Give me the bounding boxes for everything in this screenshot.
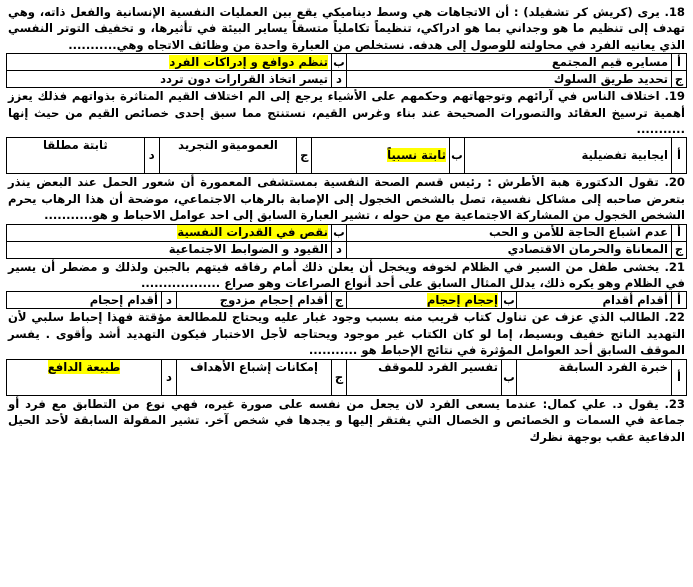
question-21: 21. يخشى طفل من السير في الظلام لخوفه ويخجل أن يعلن ذلك أمام رفاقه فيتهم بالجبن ولذلك و مضطر أن يسير في الظلام وهو يكره ذلك، يدلل المثال السابق على أحد أنواع الصراعات وهو صراع .................. — [8, 259, 685, 291]
option-c: إمكانات إشباع الأهداف — [177, 359, 332, 395]
options-table-19: أ ايجابية تفضيلية ب ثابتة نسبياً ج العموميةو التجريد د ثابتة مطلقا — [6, 137, 687, 174]
option-d: طبيعة الدافع — [7, 359, 162, 395]
option-c: العموميةو التجريد — [159, 138, 297, 174]
options-table-22: أ خبرة الفرد السابقة ب تفسير الفرد للموقف ج إمكانات إشباع الأهداف د طبيعة الدافع — [6, 359, 687, 396]
option-b: نقص في القدرات النفسية — [7, 224, 332, 241]
option-b: إحجام إحجام — [347, 292, 502, 309]
option-b: ثابتة نسبياً — [312, 138, 450, 174]
question-19: 19. اختلاف الناس في آرائهم وتوجهاتهم وحكمهم على الأشياء يرجع إلى الم اختلاف القيم المتاثرة بذواتهم فذلك يعزز أهمية ترسيخ العقائد والتصورات الصحيحة عند بناء وغرس القيم، نستنتج مما سبق إحدى خصائص القيم من حيث إنها ........... — [8, 89, 685, 137]
option-d: القيود و الضوابط الاجتماعية — [7, 241, 332, 258]
option-d: تيسر اتخاذ القرارات دون تردد — [7, 71, 332, 88]
option-d: ثابتة مطلقا — [7, 138, 145, 174]
option-d: أقدام إحجام — [7, 292, 162, 309]
question-20: 20. تقول الدكتورة هبة الأطرش : رئيس قسم الصحة النفسية بمستشفى المعمورة أن شعور الحمل عند البعض ينذر بتعرض صاحبه إلى مشاكل نفسية، تصل بالشخص الخجول إلى الإصابة بالرهاب الاجتماعي، موضحة أن هذا الرهاب يحرم الشخص الخجول من المشاركة الاجتماعية مع من حوله ، تشير العبارة السابق إلى احد عوامل الاحباط و هو........... — [8, 175, 685, 223]
worksheet-page — [6, 4, 687, 445]
question-22: 22. الطالب الذي عزف عن تناول كتاب قريب منه بسبب وجود غبار عليه ويحتاج للمطالعة مؤقتة فهذا إحباط سلبي لأن التهديد الناتج خفيف وبسيط، إما لو كان الكتاب غير موجود ويحتاجه لأجل الاختبار فيكون التهديد أشد وأقوى . يفسر الموقف السابق أحد العوامل المؤثرة في نتائج الإحباط هو ........... — [8, 310, 685, 358]
option-b: تفسير الفرد للموقف — [347, 359, 502, 395]
option-a: مسايره قيم المجتمع — [347, 54, 672, 71]
option-c: تحديد طريق السلوك — [347, 71, 672, 88]
option-a: ايجابية تفضيلية — [465, 138, 672, 174]
option-a: عدم اشباع الحاجة للأمن و الحب — [347, 224, 672, 241]
option-a: أقدام أقدام — [517, 292, 672, 309]
options-table-20: أ عدم اشباع الحاجة للأمن و الحب ب نقص في القدرات النفسية ج المعاناة والحرمان الاقتصادي د القيود و الضوابط الاجتماعية — [6, 224, 687, 259]
option-c: أقدام إحجام مزدوج — [177, 292, 332, 309]
question-18: 18. يرى (كريش كر تشفيلد) : أن الاتجاهات هي وسط ديناميكي يقع بين العمليات النفسية الإنسانية والفعل ذاته، وهي تهدف إلى تنظيم ما هو وجداني بما هو ادراكي، تنظيماً تكاملياً متسقاً يساير البيئة في تأثيرها، و تخفيف التوتر النفسي الذي يعانيه الفرد في محاولته للوصول إلى هدفه. نستخلص من العبارة واحدة من وظائف الاتجاه وهي........... — [8, 5, 685, 52]
option-a: خبرة الفرد السابقة — [517, 359, 672, 395]
option-c: المعاناة والحرمان الاقتصادي — [347, 241, 672, 258]
option-b: تنظم دوافع و إدراكات الفرد — [7, 54, 332, 71]
options-table-18: أ مسايره قيم المجتمع ب تنظم دوافع و إدراكات الفرد ج تحديد طريق السلوك د تيسر اتخاذ القرارات دون تردد — [6, 53, 687, 88]
question-23: 23. يقول د. علي كمال: عندما يسعى الفرد لان يجعل من نفسه على صورة غيره، فهي نوع من التطابق مع فرد أو جماعة في السمات و الخصائص و الخصال التي يفتقر إليها و يجدها في شخص آخر. تشير المقولة السابقة لأحد الحيل الدفاعية عقب بوجهة نظرك — [8, 396, 685, 444]
options-table-21: أ أقدام أقدام ب إحجام إحجام ج أقدام إحجام مزدوج د أقدام إحجام — [6, 291, 687, 309]
